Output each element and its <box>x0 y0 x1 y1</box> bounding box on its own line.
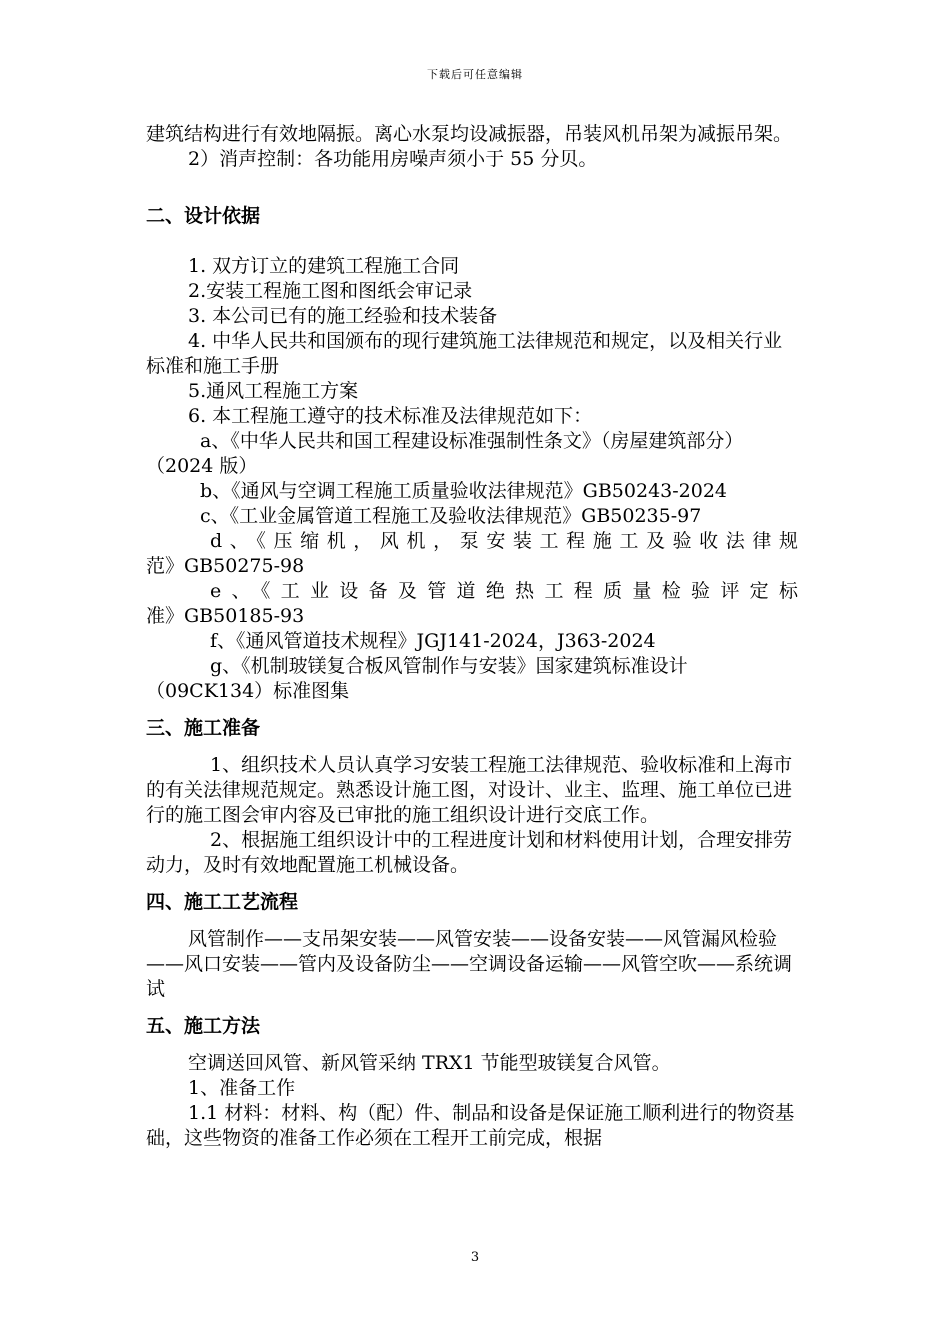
standard-item: c、《工业金属管道工程施工及验收法律规范》GB50235-97 <box>200 505 702 527</box>
paragraph: 2）消声控制：各功能用房噪声须小于 55 分贝。 <box>188 148 598 170</box>
standard-item: d、《压缩机，风机，泵安装工程施工及验收法律规 <box>210 530 798 552</box>
list-item: 5.通风工程施工方案 <box>188 380 359 402</box>
list-item: 2.安装工程施工图和图纸会审记录 <box>188 280 473 302</box>
paragraph: 1、准备工作 <box>188 1077 296 1099</box>
standard-item: 范》GB50275-98 <box>146 555 305 577</box>
paragraph: 1、组织技术人员认真学习安装工程施工法律规范、验收标准和上海市的有关法律规范规定。熟悉设计施工图，对设计、业主、监理、施工单位已进行的施工图会审内容及已审批的施工组织设计进行交底工作。 <box>146 754 793 826</box>
list-item: 3. 本公司已有的施工经验和技术装备 <box>188 305 498 327</box>
standard-item: e、《工业设备及管道绝热工程质量检验评定标 <box>210 580 798 602</box>
paragraph: 2、根据施工组织设计中的工程进度计划和材料使用计划，合理安排劳动力，及时有效地配置施工机械设备。 <box>146 829 793 876</box>
section-heading: 三、施工准备 <box>146 717 261 739</box>
standard-item: f、《通风管道技术规程》JGJ141-2024，J363-2024 <box>210 630 656 652</box>
list-item: 6. 本工程施工遵守的技术标准及法律规范如下： <box>188 405 593 427</box>
paragraph: 空调送回风管、新风管采纳 TRX1 节能型玻镁复合风管。 <box>188 1052 671 1074</box>
page-number: 3 <box>470 1250 480 1265</box>
list-item: 1. 双方订立的建筑工程施工合同 <box>188 255 460 277</box>
process-flow: 风管制作——支吊架安装——风管安装——设备安装——风管漏风检验——风口安装——管内及设备防尘——空调设备运输——风管空吹——系统调试 <box>146 928 793 1000</box>
standard-item: 准》GB50185-93 <box>146 605 305 627</box>
paragraph: 建筑结构进行有效地隔振。离心水泵均设减振器，吊装风机吊架为减振吊架。 <box>146 123 793 145</box>
section-heading: 二、设计依据 <box>146 205 261 227</box>
standard-item: a、《中华人民共和国工程建设标准强制性条文》（房屋建筑部分）（2024 版） <box>146 430 744 477</box>
document-body <box>146 122 798 1151</box>
section-heading: 五、施工方法 <box>146 1015 261 1037</box>
paragraph: 1.1 材料：材料、构（配）件、制品和设备是保证施工顺利进行的物资基础，这些物资的准备工作必须在工程开工前完成，根据 <box>146 1102 795 1149</box>
list-item: 4. 中华人民共和国颁布的现行建筑施工法律规范和规定，以及相关行业标准和施工手册 <box>146 330 783 377</box>
section-heading: 四、施工工艺流程 <box>146 891 299 913</box>
standard-item: b、《通风与空调工程施工质量验收法律规范》GB50243-2024 <box>200 480 728 502</box>
page-header: 下载后可任意编辑 <box>427 68 523 81</box>
standard-item: g、《机制玻镁复合板风管制作与安装》国家建筑标准设计（09CK134）标准图集 <box>146 655 688 702</box>
